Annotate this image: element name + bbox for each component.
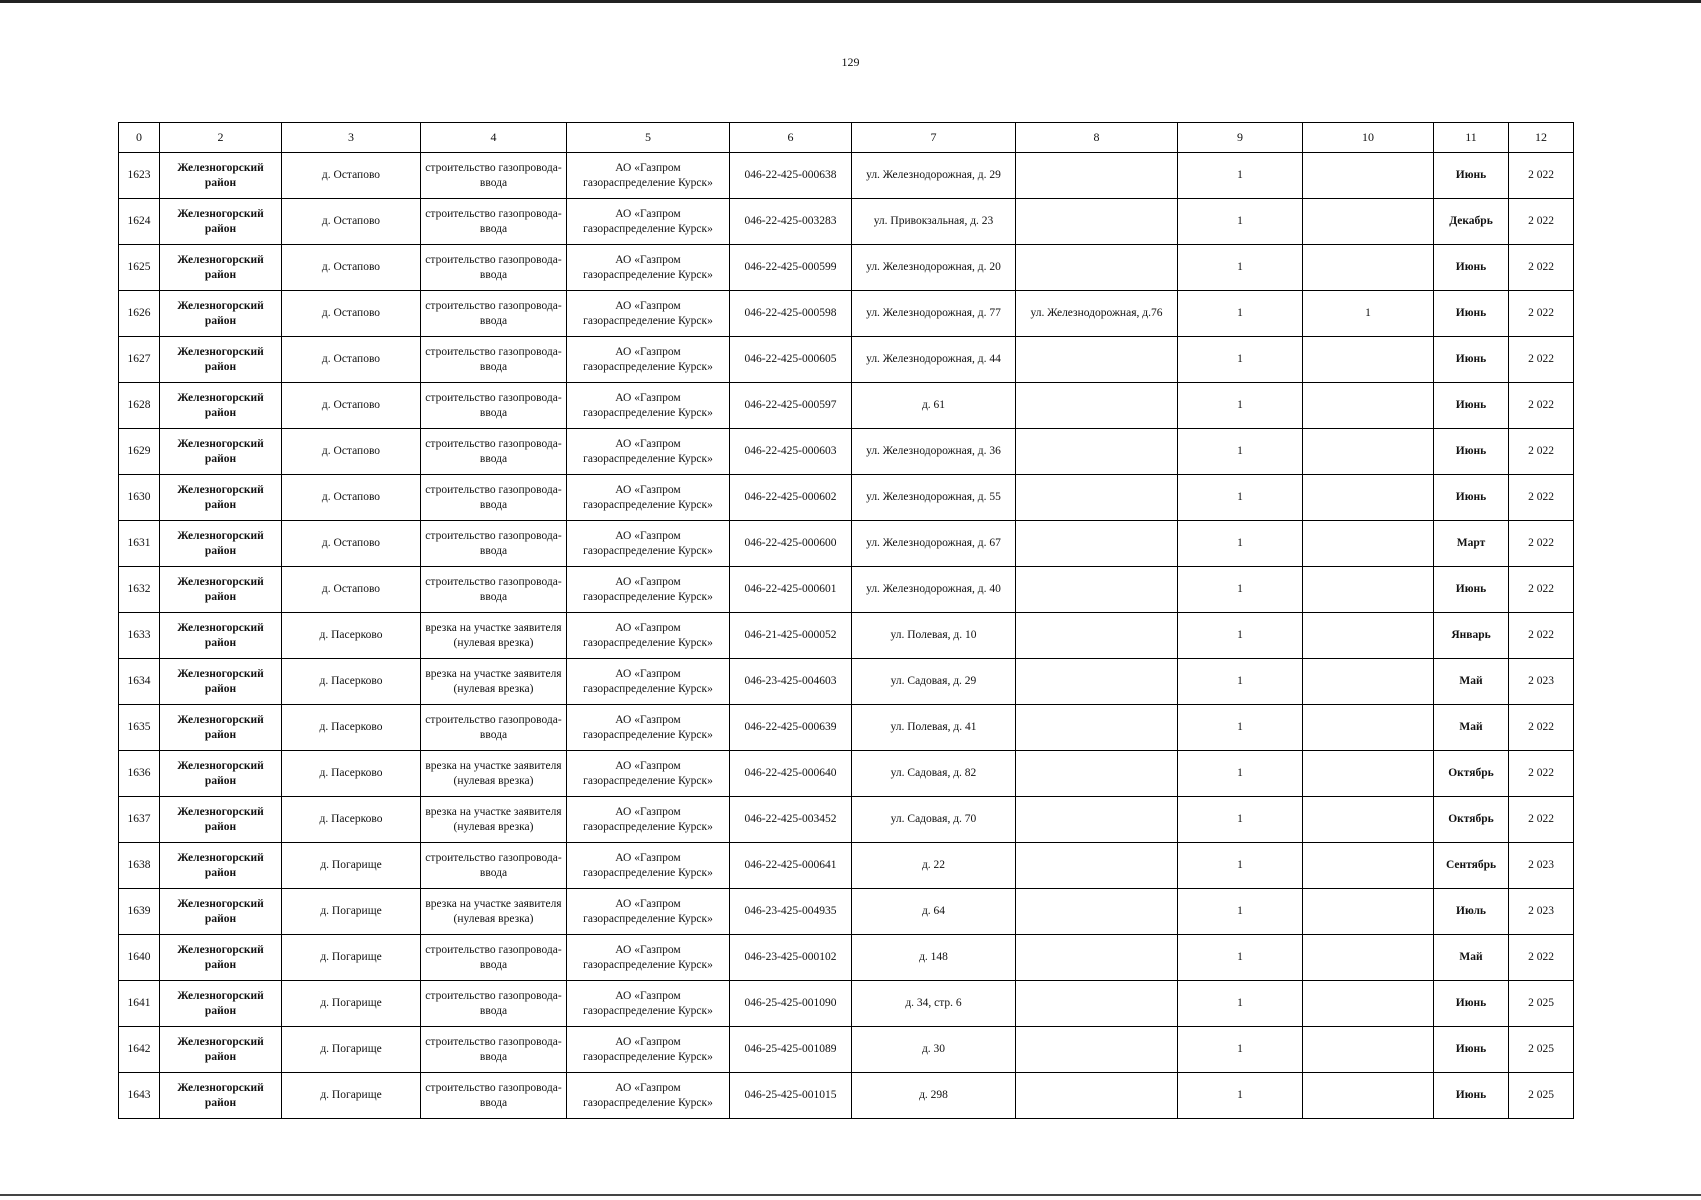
year-cell: 2 023	[1509, 659, 1574, 705]
second-address-cell	[1016, 245, 1178, 291]
table-row	[119, 521, 1574, 567]
month-cell: Октябрь	[1434, 797, 1509, 843]
request-code-cell: 046-22-425-000638	[730, 153, 852, 199]
year-cell: 2 022	[1509, 291, 1574, 337]
column-header: 11	[1434, 123, 1509, 153]
year-cell: 2 022	[1509, 153, 1574, 199]
row-number-cell: 1633	[119, 613, 160, 659]
second-address-cell	[1016, 751, 1178, 797]
row-number-cell: 1638	[119, 843, 160, 889]
work-type-cell: врезка на участке заявителя (нулевая врезка)	[421, 797, 567, 843]
organization-cell: АО «Газпром газораспределение Курск»	[567, 797, 730, 843]
year-cell: 2 025	[1509, 1073, 1574, 1119]
count-cell: 1	[1178, 797, 1303, 843]
district-cell: Железногорский район	[160, 521, 282, 567]
request-code-cell: 046-23-425-000102	[730, 935, 852, 981]
column-header: 9	[1178, 123, 1303, 153]
request-code-cell: 046-22-425-000601	[730, 567, 852, 613]
organization-cell: АО «Газпром газораспределение Курск»	[567, 567, 730, 613]
table-row	[119, 153, 1574, 199]
row-number-cell: 1626	[119, 291, 160, 337]
month-cell: Июнь	[1434, 1073, 1509, 1119]
table-row	[119, 889, 1574, 935]
year-cell: 2 022	[1509, 475, 1574, 521]
page-bottom-border	[0, 1194, 1701, 1196]
work-type-cell: врезка на участке заявителя (нулевая врезка)	[421, 889, 567, 935]
address-cell: д. 30	[852, 1027, 1016, 1073]
year-cell: 2 022	[1509, 751, 1574, 797]
table-row	[119, 429, 1574, 475]
second-count-cell: 1	[1303, 291, 1434, 337]
month-cell: Июль	[1434, 889, 1509, 935]
year-cell: 2 022	[1509, 521, 1574, 567]
organization-cell: АО «Газпром газораспределение Курск»	[567, 705, 730, 751]
second-address-cell	[1016, 153, 1178, 199]
locality-cell: д. Погарище	[282, 1073, 421, 1119]
organization-cell: АО «Газпром газораспределение Курск»	[567, 521, 730, 567]
organization-cell: АО «Газпром газораспределение Курск»	[567, 843, 730, 889]
table-row	[119, 475, 1574, 521]
organization-cell: АО «Газпром газораспределение Курск»	[567, 475, 730, 521]
locality-cell: д. Пасерково	[282, 659, 421, 705]
work-type-cell: строительство газопровода-ввода	[421, 153, 567, 199]
row-number-cell: 1632	[119, 567, 160, 613]
work-type-cell: строительство газопровода-ввода	[421, 1027, 567, 1073]
request-code-cell: 046-22-425-003283	[730, 199, 852, 245]
count-cell: 1	[1178, 475, 1303, 521]
district-cell: Железногорский район	[160, 935, 282, 981]
request-code-cell: 046-22-425-003452	[730, 797, 852, 843]
second-count-cell	[1303, 889, 1434, 935]
address-cell: ул. Садовая, д. 82	[852, 751, 1016, 797]
district-cell: Железногорский район	[160, 751, 282, 797]
district-cell: Железногорский район	[160, 843, 282, 889]
month-cell: Июнь	[1434, 1027, 1509, 1073]
second-count-cell	[1303, 1027, 1434, 1073]
address-cell: ул. Железнодорожная, д. 67	[852, 521, 1016, 567]
month-cell: Июнь	[1434, 567, 1509, 613]
count-cell: 1	[1178, 291, 1303, 337]
count-cell: 1	[1178, 659, 1303, 705]
address-cell: ул. Железнодорожная, д. 55	[852, 475, 1016, 521]
request-code-cell: 046-22-425-000640	[730, 751, 852, 797]
work-type-cell: строительство газопровода-ввода	[421, 935, 567, 981]
row-number-cell: 1643	[119, 1073, 160, 1119]
work-type-cell: строительство газопровода-ввода	[421, 705, 567, 751]
register-table	[118, 122, 1574, 1119]
district-cell: Железногорский район	[160, 475, 282, 521]
address-cell: д. 64	[852, 889, 1016, 935]
column-header: 6	[730, 123, 852, 153]
district-cell: Железногорский район	[160, 337, 282, 383]
address-cell: ул. Полевая, д. 41	[852, 705, 1016, 751]
second-count-cell	[1303, 383, 1434, 429]
row-number-cell: 1624	[119, 199, 160, 245]
second-address-cell	[1016, 613, 1178, 659]
year-cell: 2 023	[1509, 889, 1574, 935]
organization-cell: АО «Газпром газораспределение Курск»	[567, 1027, 730, 1073]
address-cell: ул. Железнодорожная, д. 29	[852, 153, 1016, 199]
table-row	[119, 659, 1574, 705]
organization-cell: АО «Газпром газораспределение Курск»	[567, 199, 730, 245]
address-cell: д. 148	[852, 935, 1016, 981]
year-cell: 2 025	[1509, 1027, 1574, 1073]
count-cell: 1	[1178, 153, 1303, 199]
locality-cell: д. Погарище	[282, 935, 421, 981]
row-number-cell: 1623	[119, 153, 160, 199]
address-cell: д. 22	[852, 843, 1016, 889]
locality-cell: д. Погарище	[282, 843, 421, 889]
work-type-cell: строительство газопровода-ввода	[421, 245, 567, 291]
row-number-cell: 1629	[119, 429, 160, 475]
month-cell: Июнь	[1434, 981, 1509, 1027]
locality-cell: д. Остапово	[282, 567, 421, 613]
second-count-cell	[1303, 567, 1434, 613]
row-number-cell: 1640	[119, 935, 160, 981]
count-cell: 1	[1178, 935, 1303, 981]
month-cell: Май	[1434, 935, 1509, 981]
organization-cell: АО «Газпром газораспределение Курск»	[567, 935, 730, 981]
table-row	[119, 291, 1574, 337]
year-cell: 2 022	[1509, 429, 1574, 475]
count-cell: 1	[1178, 705, 1303, 751]
locality-cell: д. Погарище	[282, 981, 421, 1027]
row-number-cell: 1636	[119, 751, 160, 797]
count-cell: 1	[1178, 751, 1303, 797]
address-cell: ул. Садовая, д. 70	[852, 797, 1016, 843]
locality-cell: д. Погарище	[282, 889, 421, 935]
column-header: 12	[1509, 123, 1574, 153]
table-row	[119, 337, 1574, 383]
column-header: 4	[421, 123, 567, 153]
row-number-cell: 1630	[119, 475, 160, 521]
district-cell: Железногорский район	[160, 1027, 282, 1073]
request-code-cell: 046-22-425-000598	[730, 291, 852, 337]
district-cell: Железногорский район	[160, 889, 282, 935]
address-cell: ул. Железнодорожная, д. 36	[852, 429, 1016, 475]
second-count-cell	[1303, 797, 1434, 843]
count-cell: 1	[1178, 613, 1303, 659]
locality-cell: д. Пасерково	[282, 751, 421, 797]
district-cell: Железногорский район	[160, 1073, 282, 1119]
second-address-cell	[1016, 705, 1178, 751]
second-address-cell	[1016, 1073, 1178, 1119]
second-address-cell	[1016, 199, 1178, 245]
year-cell: 2 022	[1509, 199, 1574, 245]
organization-cell: АО «Газпром газораспределение Курск»	[567, 291, 730, 337]
table-row	[119, 843, 1574, 889]
second-address-cell	[1016, 797, 1178, 843]
locality-cell: д. Пасерково	[282, 705, 421, 751]
request-code-cell: 046-23-425-004603	[730, 659, 852, 705]
row-number-cell: 1625	[119, 245, 160, 291]
work-type-cell: строительство газопровода-ввода	[421, 337, 567, 383]
request-code-cell: 046-22-425-000603	[730, 429, 852, 475]
row-number-cell: 1641	[119, 981, 160, 1027]
table-row	[119, 1027, 1574, 1073]
column-header: 5	[567, 123, 730, 153]
organization-cell: АО «Газпром газораспределение Курск»	[567, 245, 730, 291]
row-number-cell: 1627	[119, 337, 160, 383]
district-cell: Железногорский район	[160, 705, 282, 751]
locality-cell: д. Остапово	[282, 383, 421, 429]
address-cell: ул. Полевая, д. 10	[852, 613, 1016, 659]
locality-cell: д. Погарище	[282, 1027, 421, 1073]
month-cell: Октябрь	[1434, 751, 1509, 797]
second-address-cell	[1016, 567, 1178, 613]
work-type-cell: строительство газопровода-ввода	[421, 429, 567, 475]
year-cell: 2 022	[1509, 935, 1574, 981]
second-count-cell	[1303, 751, 1434, 797]
locality-cell: д. Остапово	[282, 199, 421, 245]
row-number-cell: 1628	[119, 383, 160, 429]
locality-cell: д. Пасерково	[282, 797, 421, 843]
second-address-cell	[1016, 337, 1178, 383]
locality-cell: д. Остапово	[282, 475, 421, 521]
column-header: 7	[852, 123, 1016, 153]
month-cell: Июнь	[1434, 383, 1509, 429]
second-count-cell	[1303, 153, 1434, 199]
count-cell: 1	[1178, 1073, 1303, 1119]
second-address-cell	[1016, 981, 1178, 1027]
page-top-border	[0, 0, 1701, 3]
column-header: 10	[1303, 123, 1434, 153]
address-cell: ул. Железнодорожная, д. 40	[852, 567, 1016, 613]
work-type-cell: врезка на участке заявителя (нулевая врезка)	[421, 751, 567, 797]
second-address-cell	[1016, 521, 1178, 567]
year-cell: 2 025	[1509, 981, 1574, 1027]
page-number: 129	[841, 55, 860, 69]
address-cell: ул. Железнодорожная, д. 20	[852, 245, 1016, 291]
organization-cell: АО «Газпром газораспределение Курск»	[567, 613, 730, 659]
request-code-cell: 046-21-425-000052	[730, 613, 852, 659]
second-count-cell	[1303, 337, 1434, 383]
year-cell: 2 022	[1509, 245, 1574, 291]
count-cell: 1	[1178, 521, 1303, 567]
second-address-cell	[1016, 659, 1178, 705]
organization-cell: АО «Газпром газораспределение Курск»	[567, 751, 730, 797]
organization-cell: АО «Газпром газораспределение Курск»	[567, 429, 730, 475]
locality-cell: д. Остапово	[282, 245, 421, 291]
table-row	[119, 797, 1574, 843]
district-cell: Железногорский район	[160, 383, 282, 429]
organization-cell: АО «Газпром газораспределение Курск»	[567, 153, 730, 199]
second-count-cell	[1303, 981, 1434, 1027]
second-count-cell	[1303, 705, 1434, 751]
locality-cell: д. Пасерково	[282, 613, 421, 659]
organization-cell: АО «Газпром газораспределение Курск»	[567, 889, 730, 935]
column-header: 0	[119, 123, 160, 153]
work-type-cell: строительство газопровода-ввода	[421, 383, 567, 429]
second-address-cell	[1016, 1027, 1178, 1073]
district-cell: Железногорский район	[160, 245, 282, 291]
organization-cell: АО «Газпром газораспределение Курск»	[567, 383, 730, 429]
request-code-cell: 046-22-425-000639	[730, 705, 852, 751]
second-address-cell	[1016, 843, 1178, 889]
second-count-cell	[1303, 245, 1434, 291]
address-cell: д. 298	[852, 1073, 1016, 1119]
second-count-cell	[1303, 521, 1434, 567]
table-row	[119, 705, 1574, 751]
address-cell: ул. Железнодорожная, д. 44	[852, 337, 1016, 383]
district-cell: Железногорский район	[160, 981, 282, 1027]
year-cell: 2 022	[1509, 705, 1574, 751]
organization-cell: АО «Газпром газораспределение Курск»	[567, 659, 730, 705]
work-type-cell: строительство газопровода-ввода	[421, 567, 567, 613]
header-row	[119, 123, 1574, 153]
locality-cell: д. Остапово	[282, 429, 421, 475]
second-count-cell	[1303, 935, 1434, 981]
address-cell: д. 34, стр. 6	[852, 981, 1016, 1027]
second-count-cell	[1303, 613, 1434, 659]
work-type-cell: строительство газопровода-ввода	[421, 981, 567, 1027]
count-cell: 1	[1178, 383, 1303, 429]
table-row	[119, 199, 1574, 245]
row-number-cell: 1634	[119, 659, 160, 705]
second-count-cell	[1303, 475, 1434, 521]
second-count-cell	[1303, 843, 1434, 889]
row-number-cell: 1642	[119, 1027, 160, 1073]
address-cell: д. 61	[852, 383, 1016, 429]
month-cell: Июнь	[1434, 245, 1509, 291]
year-cell: 2 022	[1509, 337, 1574, 383]
row-number-cell: 1639	[119, 889, 160, 935]
second-count-cell	[1303, 1073, 1434, 1119]
district-cell: Железногорский район	[160, 429, 282, 475]
request-code-cell: 046-25-425-001089	[730, 1027, 852, 1073]
district-cell: Железногорский район	[160, 659, 282, 705]
row-number-cell: 1637	[119, 797, 160, 843]
count-cell: 1	[1178, 429, 1303, 475]
year-cell: 2 022	[1509, 797, 1574, 843]
locality-cell: д. Остапово	[282, 337, 421, 383]
work-type-cell: строительство газопровода-ввода	[421, 521, 567, 567]
work-type-cell: строительство газопровода-ввода	[421, 843, 567, 889]
request-code-cell: 046-25-425-001015	[730, 1073, 852, 1119]
table-row	[119, 1073, 1574, 1119]
district-cell: Железногорский район	[160, 199, 282, 245]
request-code-cell: 046-23-425-004935	[730, 889, 852, 935]
month-cell: Май	[1434, 705, 1509, 751]
district-cell: Железногорский район	[160, 291, 282, 337]
count-cell: 1	[1178, 199, 1303, 245]
request-code-cell: 046-22-425-000602	[730, 475, 852, 521]
month-cell: Декабрь	[1434, 199, 1509, 245]
year-cell: 2 022	[1509, 613, 1574, 659]
second-address-cell	[1016, 475, 1178, 521]
locality-cell: д. Остапово	[282, 291, 421, 337]
month-cell: Март	[1434, 521, 1509, 567]
second-address-cell	[1016, 383, 1178, 429]
month-cell: Июнь	[1434, 429, 1509, 475]
second-count-cell	[1303, 199, 1434, 245]
year-cell: 2 022	[1509, 383, 1574, 429]
column-header: 2	[160, 123, 282, 153]
row-number-cell: 1631	[119, 521, 160, 567]
table-row	[119, 751, 1574, 797]
district-cell: Железногорский район	[160, 613, 282, 659]
request-code-cell: 046-22-425-000641	[730, 843, 852, 889]
second-address-cell	[1016, 429, 1178, 475]
count-cell: 1	[1178, 889, 1303, 935]
organization-cell: АО «Газпром газораспределение Курск»	[567, 337, 730, 383]
second-address-cell	[1016, 889, 1178, 935]
year-cell: 2 023	[1509, 843, 1574, 889]
organization-cell: АО «Газпром газораспределение Курск»	[567, 981, 730, 1027]
table-row	[119, 613, 1574, 659]
locality-cell: д. Остапово	[282, 521, 421, 567]
work-type-cell: врезка на участке заявителя (нулевая врезка)	[421, 613, 567, 659]
address-cell: ул. Садовая, д. 29	[852, 659, 1016, 705]
table-row	[119, 245, 1574, 291]
second-count-cell	[1303, 429, 1434, 475]
request-code-cell: 046-22-425-000597	[730, 383, 852, 429]
count-cell: 1	[1178, 981, 1303, 1027]
work-type-cell: строительство газопровода-ввода	[421, 1073, 567, 1119]
count-cell: 1	[1178, 567, 1303, 613]
count-cell: 1	[1178, 843, 1303, 889]
table-row	[119, 383, 1574, 429]
district-cell: Железногорский район	[160, 153, 282, 199]
month-cell: Июнь	[1434, 337, 1509, 383]
request-code-cell: 046-22-425-000605	[730, 337, 852, 383]
request-code-cell: 046-22-425-000600	[730, 521, 852, 567]
month-cell: Январь	[1434, 613, 1509, 659]
month-cell: Май	[1434, 659, 1509, 705]
second-address-cell	[1016, 935, 1178, 981]
address-cell: ул. Железнодорожная, д. 77	[852, 291, 1016, 337]
organization-cell: АО «Газпром газораспределение Курск»	[567, 1073, 730, 1119]
table-row	[119, 935, 1574, 981]
count-cell: 1	[1178, 337, 1303, 383]
count-cell: 1	[1178, 245, 1303, 291]
column-header: 3	[282, 123, 421, 153]
work-type-cell: строительство газопровода-ввода	[421, 475, 567, 521]
year-cell: 2 022	[1509, 567, 1574, 613]
work-type-cell: врезка на участке заявителя (нулевая врезка)	[421, 659, 567, 705]
second-count-cell	[1303, 659, 1434, 705]
month-cell: Июнь	[1434, 475, 1509, 521]
month-cell: Сентябрь	[1434, 843, 1509, 889]
locality-cell: д. Остапово	[282, 153, 421, 199]
table-row	[119, 981, 1574, 1027]
request-code-cell: 046-25-425-001090	[730, 981, 852, 1027]
column-header: 8	[1016, 123, 1178, 153]
district-cell: Железногорский район	[160, 797, 282, 843]
second-address-cell: ул. Железнодорожная, д.76	[1016, 291, 1178, 337]
address-cell: ул. Привокзальная, д. 23	[852, 199, 1016, 245]
month-cell: Июнь	[1434, 153, 1509, 199]
district-cell: Железногорский район	[160, 567, 282, 613]
request-code-cell: 046-22-425-000599	[730, 245, 852, 291]
table-row	[119, 567, 1574, 613]
work-type-cell: строительство газопровода-ввода	[421, 199, 567, 245]
count-cell: 1	[1178, 1027, 1303, 1073]
work-type-cell: строительство газопровода-ввода	[421, 291, 567, 337]
month-cell: Июнь	[1434, 291, 1509, 337]
row-number-cell: 1635	[119, 705, 160, 751]
